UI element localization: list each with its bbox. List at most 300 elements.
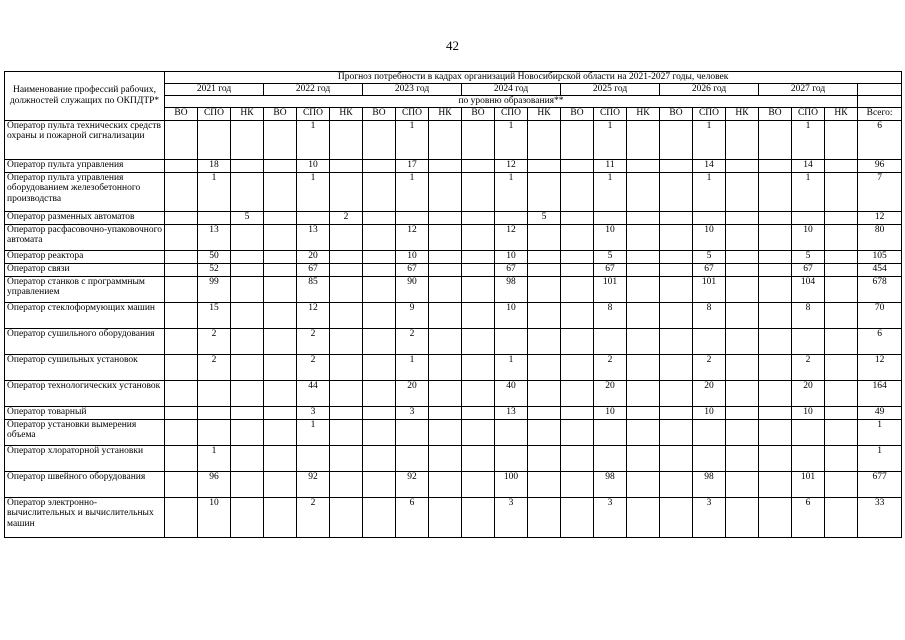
value-cell: [429, 471, 462, 497]
value-cell: [726, 445, 759, 471]
table-row: [5, 263, 902, 276]
row-total: 7: [858, 172, 902, 211]
workforce-forecast-table: [4, 71, 902, 538]
value-cell: [759, 159, 792, 172]
value-cell: [660, 445, 693, 471]
value-cell: [693, 419, 726, 445]
row-total: 1: [858, 445, 902, 471]
value-cell: [495, 328, 528, 354]
level-label: ВО: [759, 107, 792, 120]
value-cell: [825, 471, 858, 497]
value-cell: [495, 445, 528, 471]
value-cell: 2: [396, 328, 429, 354]
value-cell: 2: [198, 354, 231, 380]
level-label: СПО: [198, 107, 231, 120]
value-cell: [792, 211, 825, 224]
value-cell: [330, 250, 363, 263]
value-cell: [462, 354, 495, 380]
level-label: ВО: [264, 107, 297, 120]
value-cell: [726, 497, 759, 537]
value-cell: [528, 224, 561, 250]
level-label: НК: [627, 107, 660, 120]
value-cell: [363, 445, 396, 471]
year-header: 2027 год: [759, 83, 858, 95]
value-cell: [759, 445, 792, 471]
value-cell: [264, 159, 297, 172]
value-cell: [825, 120, 858, 159]
profession-name: Оператор расфасовочно-упаковочного автомата: [5, 224, 165, 250]
value-cell: 2: [297, 354, 330, 380]
value-cell: 3: [693, 497, 726, 537]
level-label: СПО: [297, 107, 330, 120]
value-cell: [231, 263, 264, 276]
value-cell: 67: [792, 263, 825, 276]
value-cell: [825, 250, 858, 263]
value-cell: 13: [297, 224, 330, 250]
value-cell: [759, 302, 792, 328]
value-cell: [330, 159, 363, 172]
profession-name: Оператор пульта управления: [5, 159, 165, 172]
level-label: ВО: [363, 107, 396, 120]
value-cell: [264, 172, 297, 211]
value-cell: [561, 250, 594, 263]
row-total: 96: [858, 159, 902, 172]
value-cell: [462, 120, 495, 159]
value-cell: [264, 211, 297, 224]
value-cell: [264, 276, 297, 302]
value-cell: 2: [297, 497, 330, 537]
value-cell: [825, 224, 858, 250]
value-cell: [429, 419, 462, 445]
value-cell: [165, 120, 198, 159]
value-cell: [759, 419, 792, 445]
value-cell: [825, 328, 858, 354]
value-cell: 10: [792, 224, 825, 250]
value-cell: [462, 328, 495, 354]
value-cell: [792, 419, 825, 445]
value-cell: 1: [396, 354, 429, 380]
value-cell: [363, 250, 396, 263]
value-cell: 1: [594, 120, 627, 159]
value-cell: [231, 224, 264, 250]
value-cell: [759, 224, 792, 250]
row-total: 164: [858, 380, 902, 406]
value-cell: 8: [792, 302, 825, 328]
value-cell: 5: [792, 250, 825, 263]
value-cell: 9: [396, 302, 429, 328]
value-cell: 10: [792, 406, 825, 419]
level-label: ВО: [561, 107, 594, 120]
value-cell: [165, 159, 198, 172]
value-cell: 90: [396, 276, 429, 302]
value-cell: [660, 406, 693, 419]
value-cell: [231, 419, 264, 445]
value-cell: [726, 354, 759, 380]
value-cell: 10: [594, 224, 627, 250]
value-cell: 101: [792, 471, 825, 497]
value-cell: [363, 328, 396, 354]
value-cell: [528, 471, 561, 497]
value-cell: [693, 328, 726, 354]
row-total: 12: [858, 354, 902, 380]
table-row: [5, 471, 902, 497]
value-cell: 11: [594, 159, 627, 172]
value-cell: [165, 419, 198, 445]
value-cell: [825, 263, 858, 276]
value-cell: [165, 497, 198, 537]
value-cell: 101: [594, 276, 627, 302]
table-row: [5, 250, 902, 263]
value-cell: [726, 250, 759, 263]
value-cell: [660, 302, 693, 328]
value-cell: 2: [198, 328, 231, 354]
row-total: 80: [858, 224, 902, 250]
row-total: 6: [858, 120, 902, 159]
value-cell: [627, 328, 660, 354]
value-cell: 104: [792, 276, 825, 302]
value-cell: 2: [594, 354, 627, 380]
value-cell: [726, 406, 759, 419]
value-cell: [627, 159, 660, 172]
value-cell: [429, 120, 462, 159]
table-row: [5, 445, 902, 471]
profession-name: Оператор установки вымерения объема: [5, 419, 165, 445]
value-cell: [462, 302, 495, 328]
value-cell: [528, 159, 561, 172]
value-cell: [462, 172, 495, 211]
value-cell: [363, 120, 396, 159]
value-cell: [429, 354, 462, 380]
year-header: 2026 год: [660, 83, 759, 95]
value-cell: [231, 406, 264, 419]
value-cell: 99: [198, 276, 231, 302]
value-cell: [363, 497, 396, 537]
value-cell: [165, 224, 198, 250]
value-cell: [825, 159, 858, 172]
row-total: 1: [858, 419, 902, 445]
value-cell: [594, 445, 627, 471]
value-cell: 2: [693, 354, 726, 380]
value-cell: [825, 406, 858, 419]
profession-name: Оператор электронно-вычислительных и вычислительных машин: [5, 497, 165, 537]
value-cell: [726, 380, 759, 406]
value-cell: [726, 276, 759, 302]
value-cell: 96: [198, 471, 231, 497]
value-cell: [231, 172, 264, 211]
value-cell: [330, 120, 363, 159]
value-cell: [627, 471, 660, 497]
level-label: НК: [825, 107, 858, 120]
value-cell: [462, 211, 495, 224]
value-cell: [231, 497, 264, 537]
value-cell: 1: [594, 172, 627, 211]
value-cell: [330, 354, 363, 380]
table-row: [5, 406, 902, 419]
value-cell: [198, 120, 231, 159]
value-cell: [825, 172, 858, 211]
value-cell: [660, 328, 693, 354]
value-cell: [759, 250, 792, 263]
value-cell: 52: [198, 263, 231, 276]
table-row: [5, 497, 902, 537]
value-cell: [363, 172, 396, 211]
value-cell: [264, 250, 297, 263]
row-total: 49: [858, 406, 902, 419]
value-cell: [528, 419, 561, 445]
value-cell: [231, 328, 264, 354]
value-cell: [594, 419, 627, 445]
value-cell: [561, 328, 594, 354]
value-cell: [528, 380, 561, 406]
table-row: [5, 120, 902, 159]
value-cell: [561, 406, 594, 419]
level-label: СПО: [792, 107, 825, 120]
value-cell: [759, 328, 792, 354]
row-total: 6: [858, 328, 902, 354]
value-cell: 10: [495, 250, 528, 263]
level-label: СПО: [594, 107, 627, 120]
value-cell: [660, 159, 693, 172]
value-cell: 1: [198, 172, 231, 211]
value-cell: 8: [594, 302, 627, 328]
value-cell: [693, 445, 726, 471]
value-cell: [363, 263, 396, 276]
value-cell: [726, 159, 759, 172]
value-cell: [231, 276, 264, 302]
value-cell: [264, 263, 297, 276]
value-cell: [528, 354, 561, 380]
value-cell: 20: [396, 380, 429, 406]
value-cell: [759, 211, 792, 224]
value-cell: 98: [495, 276, 528, 302]
page-number: 42: [446, 38, 459, 53]
value-cell: [759, 276, 792, 302]
value-cell: [231, 380, 264, 406]
value-cell: 1: [495, 354, 528, 380]
value-cell: [627, 263, 660, 276]
value-cell: [825, 211, 858, 224]
value-cell: [462, 250, 495, 263]
value-cell: [462, 263, 495, 276]
value-cell: 98: [693, 471, 726, 497]
value-cell: [396, 445, 429, 471]
level-label: ВО: [462, 107, 495, 120]
value-cell: [528, 328, 561, 354]
value-cell: [561, 224, 594, 250]
value-cell: [462, 471, 495, 497]
row-total: 678: [858, 276, 902, 302]
value-cell: [165, 471, 198, 497]
value-cell: [330, 380, 363, 406]
value-cell: [429, 497, 462, 537]
value-cell: [363, 419, 396, 445]
table-row: [5, 224, 902, 250]
profession-name: Оператор связи: [5, 263, 165, 276]
value-cell: 20: [297, 250, 330, 263]
value-cell: [231, 354, 264, 380]
value-cell: [429, 224, 462, 250]
value-cell: [429, 445, 462, 471]
profession-name: Оператор технологических установок: [5, 380, 165, 406]
value-cell: [429, 250, 462, 263]
value-cell: [330, 172, 363, 211]
value-cell: [660, 276, 693, 302]
value-cell: 50: [198, 250, 231, 263]
value-cell: [561, 159, 594, 172]
value-cell: [363, 471, 396, 497]
row-total: 12: [858, 211, 902, 224]
value-cell: [561, 172, 594, 211]
value-cell: [759, 497, 792, 537]
value-cell: [627, 497, 660, 537]
level-label: НК: [429, 107, 462, 120]
value-cell: [726, 224, 759, 250]
value-cell: [825, 497, 858, 537]
value-cell: 6: [396, 497, 429, 537]
profession-name: Оператор хлораторной установки: [5, 445, 165, 471]
value-cell: [330, 419, 363, 445]
value-cell: [726, 302, 759, 328]
value-cell: 1: [198, 445, 231, 471]
value-cell: [561, 419, 594, 445]
value-cell: 14: [792, 159, 825, 172]
value-cell: [627, 276, 660, 302]
value-cell: 14: [693, 159, 726, 172]
profession-name: Оператор разменных автоматов: [5, 211, 165, 224]
value-cell: [825, 380, 858, 406]
value-cell: [363, 224, 396, 250]
forecast-header: Прогноз потребности в кадрах организаций Новосибирской области на 2021-2027 годы, человек: [165, 72, 902, 84]
value-cell: 1: [396, 172, 429, 211]
value-cell: [726, 120, 759, 159]
value-cell: 67: [594, 263, 627, 276]
value-cell: [264, 406, 297, 419]
value-cell: 1: [693, 172, 726, 211]
table-row: [5, 172, 902, 211]
value-cell: [660, 419, 693, 445]
table-row: [5, 302, 902, 328]
value-cell: [330, 406, 363, 419]
value-cell: [330, 263, 363, 276]
year-header: 2024 год: [462, 83, 561, 95]
value-cell: [363, 406, 396, 419]
value-cell: [198, 419, 231, 445]
value-cell: [165, 211, 198, 224]
value-cell: [561, 120, 594, 159]
value-cell: [231, 302, 264, 328]
level-label: ВО: [165, 107, 198, 120]
value-cell: [198, 380, 231, 406]
profession-name-header: Наименование профессий рабочих, должностей служащих по ОКПДТР*: [5, 72, 165, 121]
value-cell: 2: [792, 354, 825, 380]
value-cell: [231, 120, 264, 159]
year-header-blank: [858, 83, 902, 95]
value-cell: [726, 419, 759, 445]
value-cell: [561, 497, 594, 537]
value-cell: [165, 302, 198, 328]
value-cell: 5: [594, 250, 627, 263]
value-cell: [627, 302, 660, 328]
value-cell: [759, 406, 792, 419]
value-cell: [627, 419, 660, 445]
value-cell: [528, 302, 561, 328]
value-cell: [627, 250, 660, 263]
value-cell: [660, 497, 693, 537]
value-cell: [198, 211, 231, 224]
value-cell: [825, 276, 858, 302]
level-label: СПО: [396, 107, 429, 120]
value-cell: [759, 172, 792, 211]
value-cell: 3: [594, 497, 627, 537]
value-cell: [792, 328, 825, 354]
value-cell: [165, 445, 198, 471]
table-row: [5, 419, 902, 445]
value-cell: [561, 445, 594, 471]
row-total: 70: [858, 302, 902, 328]
row-total: 33: [858, 497, 902, 537]
value-cell: [231, 159, 264, 172]
value-cell: [363, 380, 396, 406]
value-cell: 13: [495, 406, 528, 419]
value-cell: 5: [231, 211, 264, 224]
value-cell: 1: [792, 120, 825, 159]
level-label: НК: [330, 107, 363, 120]
value-cell: [462, 159, 495, 172]
value-cell: [198, 406, 231, 419]
value-cell: 67: [693, 263, 726, 276]
value-cell: [429, 172, 462, 211]
profession-name: Оператор товарный: [5, 406, 165, 419]
value-cell: [165, 172, 198, 211]
value-cell: [561, 211, 594, 224]
value-cell: [726, 263, 759, 276]
value-cell: [561, 380, 594, 406]
value-cell: [528, 445, 561, 471]
value-cell: [528, 120, 561, 159]
value-cell: 2: [297, 328, 330, 354]
value-cell: 20: [693, 380, 726, 406]
value-cell: [165, 250, 198, 263]
value-cell: [264, 471, 297, 497]
value-cell: 44: [297, 380, 330, 406]
value-cell: [660, 224, 693, 250]
value-cell: 8: [693, 302, 726, 328]
value-cell: [825, 302, 858, 328]
level-label: НК: [726, 107, 759, 120]
value-cell: [561, 276, 594, 302]
value-cell: [330, 497, 363, 537]
value-cell: 12: [396, 224, 429, 250]
value-cell: [330, 276, 363, 302]
value-cell: [231, 471, 264, 497]
profession-name: Оператор сушильных установок: [5, 354, 165, 380]
value-cell: [792, 445, 825, 471]
value-cell: 1: [495, 172, 528, 211]
table-row: [5, 328, 902, 354]
level-label: СПО: [693, 107, 726, 120]
value-cell: [594, 211, 627, 224]
year-header: 2022 год: [264, 83, 363, 95]
value-cell: [759, 471, 792, 497]
value-cell: 18: [198, 159, 231, 172]
value-cell: 10: [297, 159, 330, 172]
level-label: НК: [231, 107, 264, 120]
value-cell: [825, 419, 858, 445]
value-cell: [363, 354, 396, 380]
value-cell: [495, 211, 528, 224]
value-cell: [330, 471, 363, 497]
row-total: 105: [858, 250, 902, 263]
